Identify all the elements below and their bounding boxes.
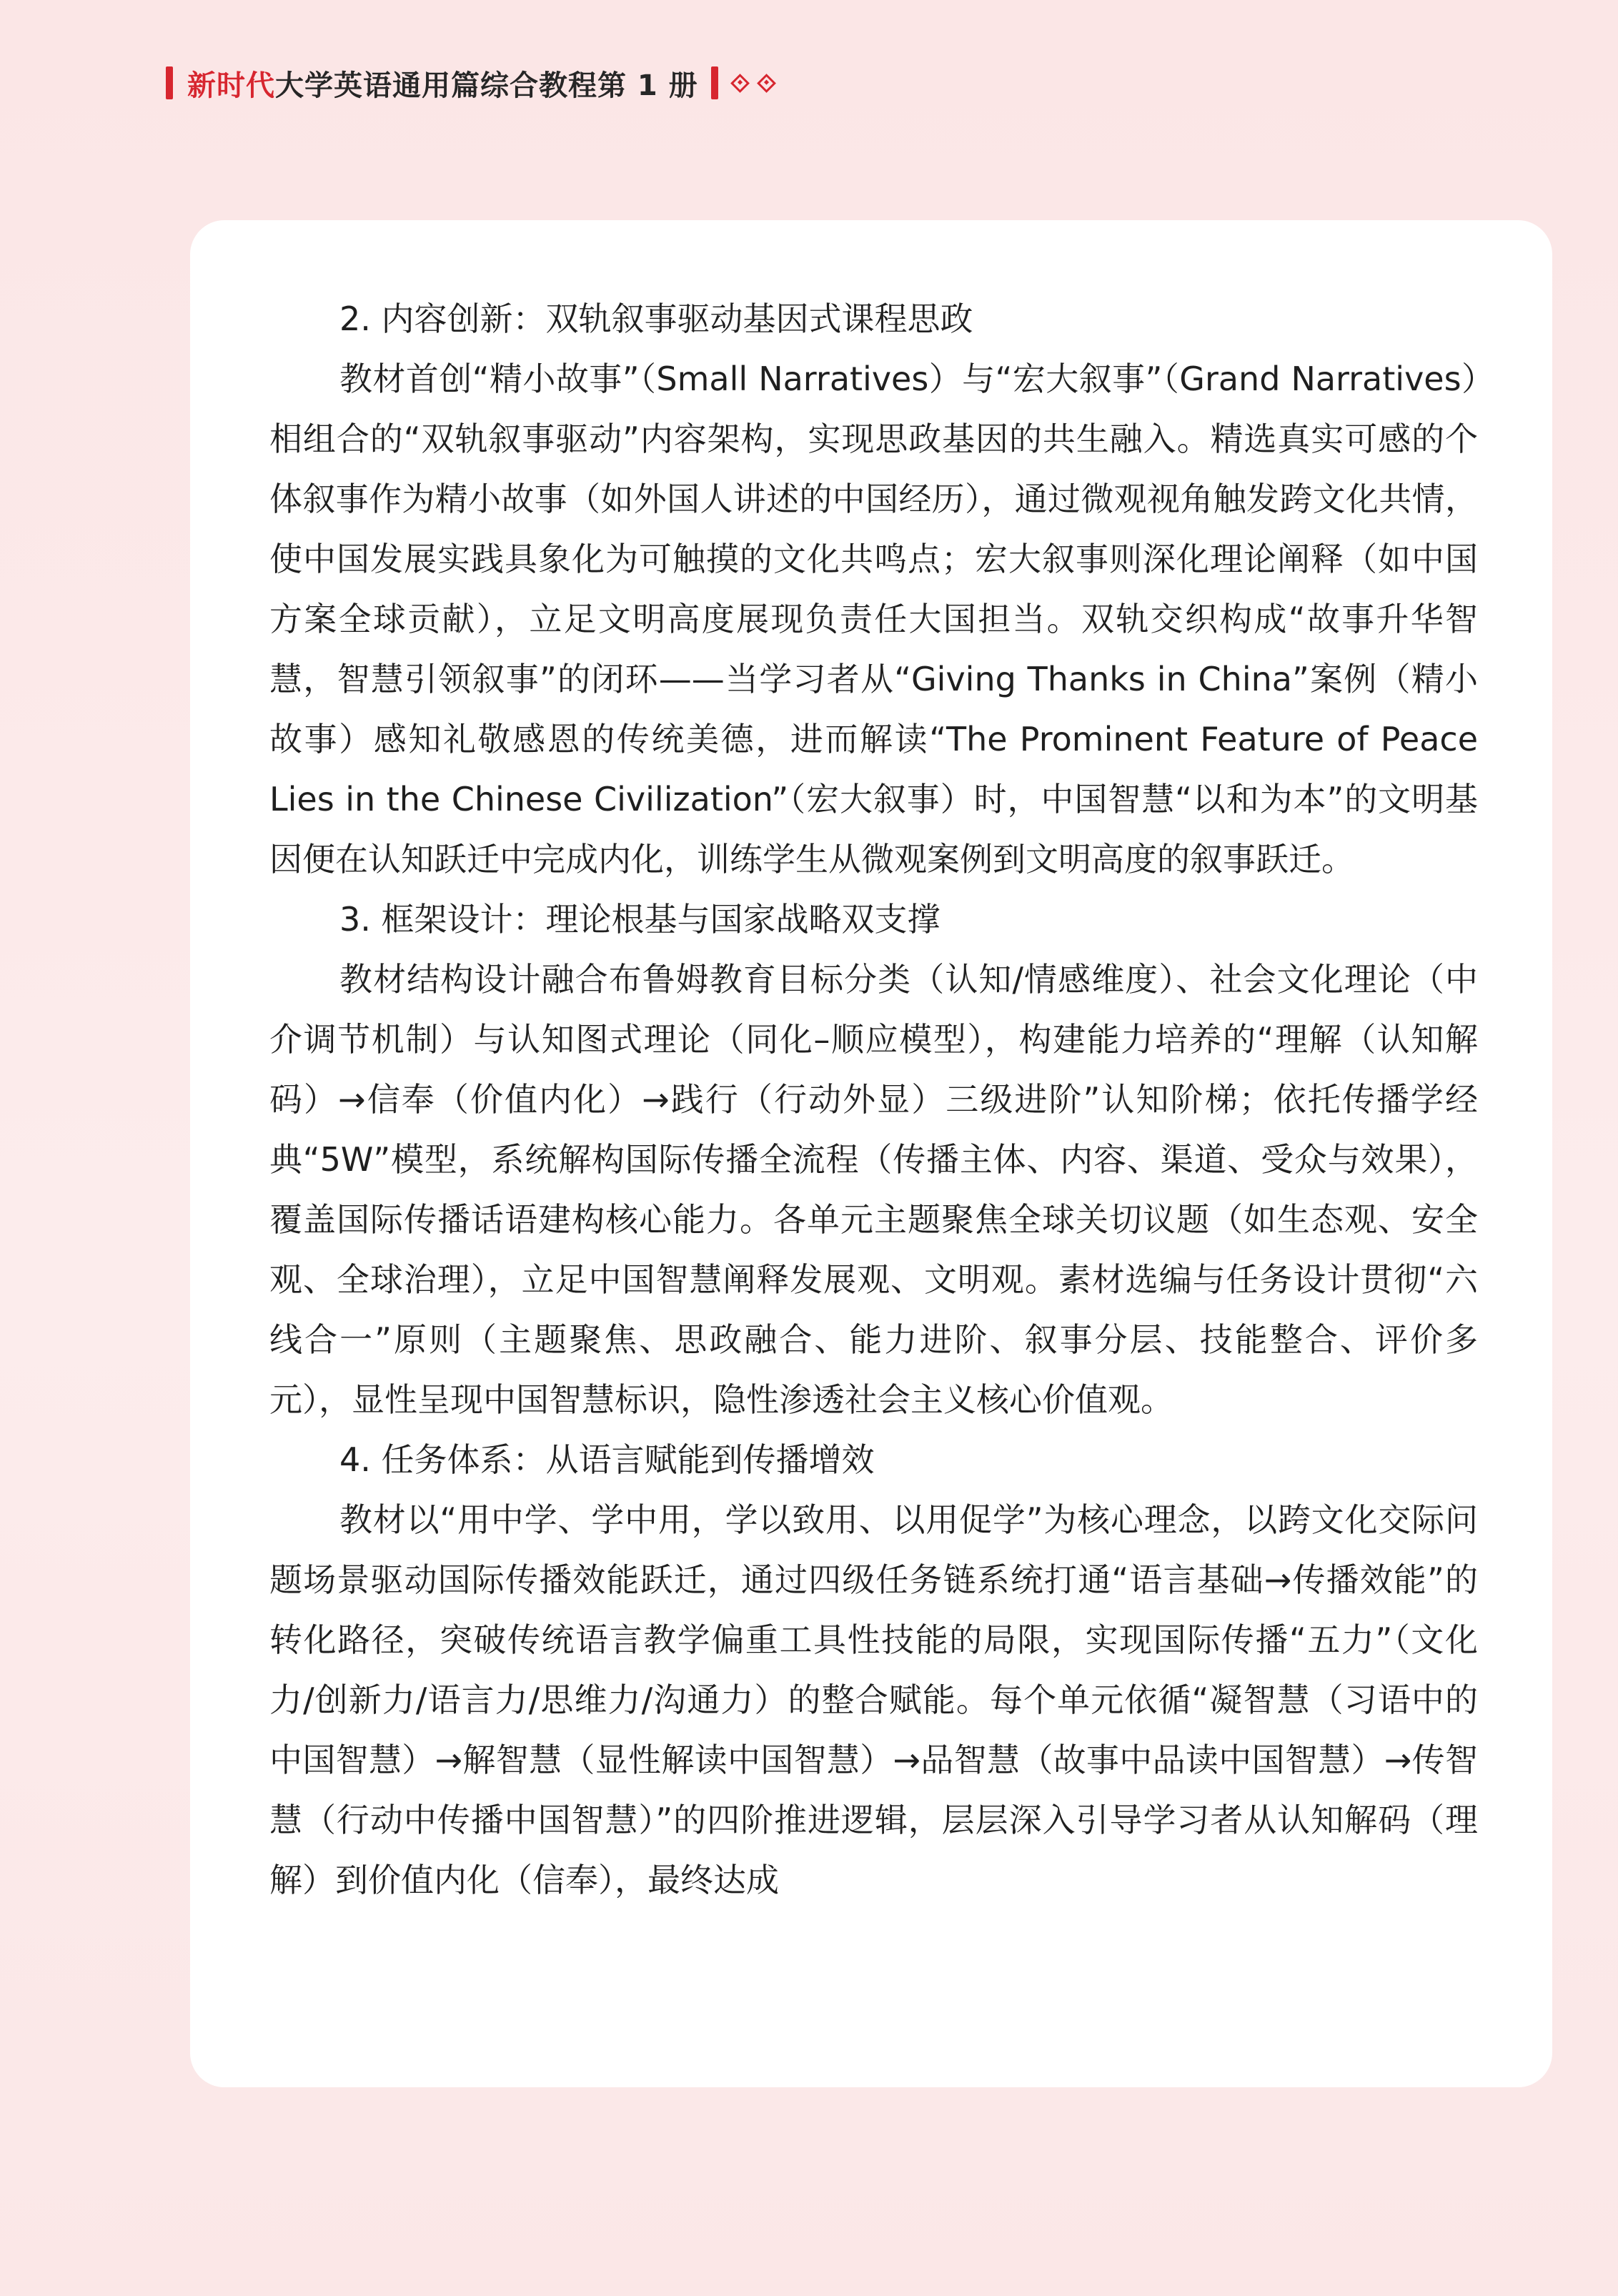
section-heading-framework-design: 3. 框架设计：理论根基与国家战略双支撑 <box>339 900 940 939</box>
section-heading-content-innovation: 2. 内容创新：双轨叙事驱动基因式课程思政 <box>339 300 973 338</box>
running-header <box>166 63 780 103</box>
header-accent-title: 新时代 <box>187 69 275 102</box>
content-card <box>190 220 1552 2087</box>
header-right-bar <box>711 66 718 99</box>
section-heading-task-system: 4. 任务体系：从语言赋能到传播增效 <box>339 1440 875 1479</box>
diamond-ornament-icon <box>757 74 776 93</box>
diamond-ornament-icon <box>730 74 750 93</box>
section-paragraph-framework-design: 教材结构设计融合布鲁姆教育目标分类（认知/情感维度）、社会文化理论（中介调节机制）与认知图式理论（同化–顺应模型），构建能力培养的“理解（认知解码）→信奉（价值内化）→践行（行动外显）三级进阶”认知阶梯；依托传播学经典“5W”模型，系统解构国际传播全流程（传播主体、内容、渠道、受众与效果），覆盖国际传播话语建构核心能力。各单元主题聚焦全球关切议题（如生态观、安全观、全球治理），立足中国智慧阐释发展观、文明观。素材选编与任务设计贯彻“六线合一”原则（主题聚焦、思政融合、能力进阶、叙事分层、技能整合、评价多元），显性呈现中国智慧标识，隐性渗透社会主义核心价值观。 <box>269 960 1478 1419</box>
header-main-title: 大学英语通用篇综合教程第 1 册 <box>275 69 698 102</box>
section-paragraph-task-system: 教材以“用中学、学中用，学以致用、以用促学”为核心理念，以跨文化交际问题场景驱动国际传播效能跃迁，通过四级任务链系统打通“语言基础→传播效能”的转化路径，突破传统语言教学偏重工具性技能的局限，实现国际传播“五力”（文化力/创新力/语言力/思维力/沟通力）的整合赋能。每个单元依循“凝智慧（习语中的中国智慧）→解智慧（显性解读中国智慧）→品智慧（故事中品读中国智慧）→传智慧（行动中传播中国智慧）”的四阶推进逻辑，层层深入引导学习者从认知解码（理解）到价值内化（信奉），最终达成 <box>269 1500 1478 1899</box>
header-left-bar <box>166 66 173 99</box>
section-paragraph-content-innovation: 教材首创“精小故事”（Small Narratives）与“宏大叙事”（Grand Narratives）相组合的“双轨叙事驱动”内容架构，实现思政基因的共生融入。精选真实可感的个体叙事作为精小故事（如外国人讲述的中国经历），通过微观视角触发跨文化共情，使中国发展实践具象化为可触摸的文化共鸣点；宏大叙事则深化理论阐释（如中国方案全球贡献），立足文明高度展现负责任大国担当。双轨交织构成“故事升华智慧，智慧引领叙事”的闭环——当学习者从“Giving Thanks in China”案例（精小故事）感知礼敬感恩的传统美德，进而解读“The Prominent Feature of Peace Lies in the Chinese Civilization”（宏大叙事）时，中国智慧“以和为本”的文明基因便在认知跃迁中完成内化，训练学生从微观案例到文明高度的叙事跃迁。 <box>269 360 1478 879</box>
